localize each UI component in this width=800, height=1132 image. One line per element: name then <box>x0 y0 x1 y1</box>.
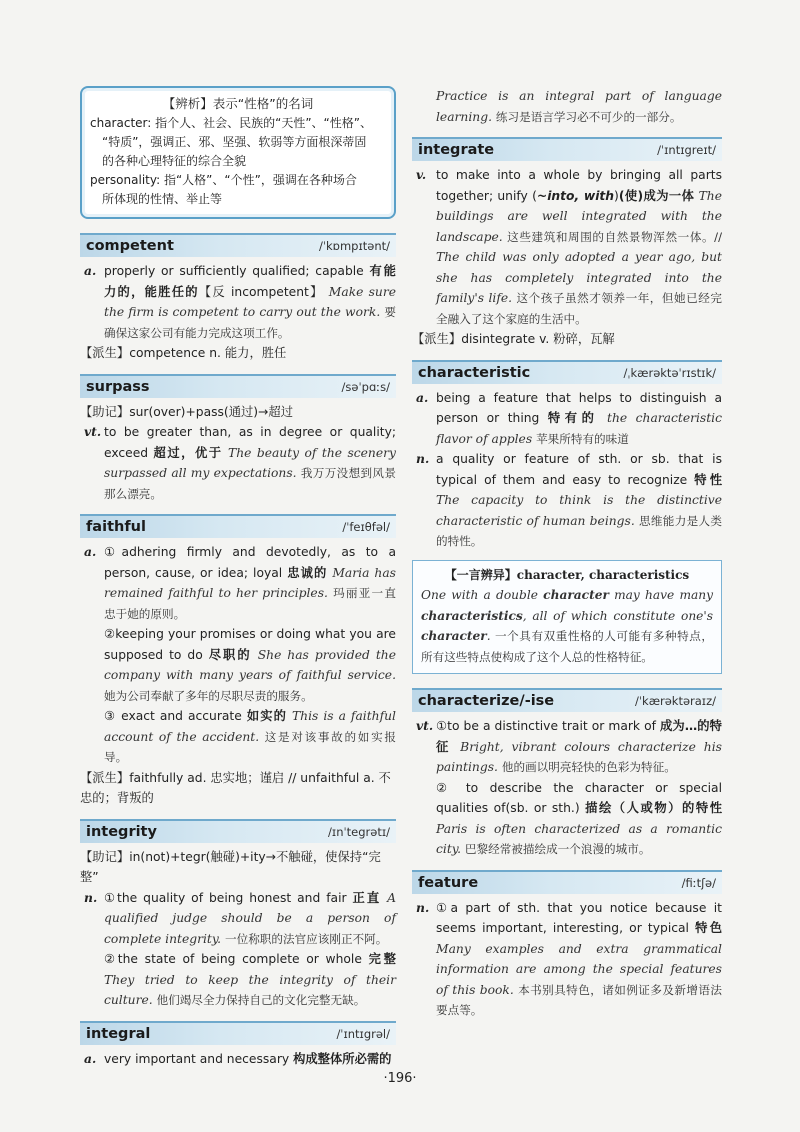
analysis-line: “特质”，强调正、邪、坚强、软弱等方面根深蒂固 <box>102 135 367 149</box>
headword-bar <box>80 1021 396 1045</box>
example-sentence: The beauty of the scenery surpassed all my expectations. <box>104 445 396 480</box>
chinese-definition: 超过，优于 <box>153 445 223 460</box>
comparison-title: 【一言辨异】character, characteristics <box>444 567 690 582</box>
headword: surpass <box>86 378 150 395</box>
headword-bar <box>80 233 396 257</box>
entry-characteristic <box>412 360 722 675</box>
headword: characterize/-ise <box>418 693 555 709</box>
example-sentence: She has provided the company with many years of faithful service. <box>104 647 396 682</box>
example-sentence: The child was only adopted a year ago, but she has completely integrated into the family's life. <box>436 250 722 305</box>
example-sentence: They tried to keep the integrity of their culture. <box>104 972 396 1007</box>
entry-competent <box>80 233 396 364</box>
part-of-speech: v. <box>416 167 427 182</box>
sense <box>412 898 722 1021</box>
analysis-line: personality: 指“人格”、“个性”，强调在各种场合 <box>90 173 357 187</box>
chinese-definition: 特性 <box>694 472 722 487</box>
headword-bar <box>80 374 396 398</box>
example-translation: 这些建筑和周围的自然景物浑然一体。// <box>507 229 722 244</box>
headword: competent <box>86 238 174 254</box>
definition: to be greater than, as in degree or quality; exceed <box>104 425 396 460</box>
part-of-speech: vt. <box>416 718 434 733</box>
right-column <box>412 86 722 1031</box>
part-of-speech: a. <box>416 389 429 405</box>
chinese-definition: 有能力的，能胜任的 <box>104 264 396 299</box>
headword-bar <box>80 819 396 843</box>
part-of-speech: a. <box>84 263 97 278</box>
page-number: ·196· <box>383 1071 417 1086</box>
entry-surpass <box>80 374 396 505</box>
chinese-definition: 完整 <box>368 952 396 966</box>
part-of-speech: a. <box>84 544 97 559</box>
derivative-note: 【派生】competence n. 能力，胜任 <box>80 346 287 360</box>
example-sentence: Maria has remained faithful to her principles. <box>104 565 396 600</box>
definition: very important and necessary <box>104 1051 294 1066</box>
chinese-definition: 构成整体所必需的 <box>293 1051 392 1066</box>
definition: a quality or feature of sth. or sb. that is typical of them and easy to recognize <box>436 452 722 487</box>
pronunciation: /ˈɪntɪgrəl/ <box>336 1026 390 1041</box>
headword: faithful <box>86 519 146 535</box>
entry-integral-continued <box>412 86 722 127</box>
headword-bar <box>412 360 722 384</box>
headword: integrate <box>418 142 495 158</box>
headword-bar <box>80 514 396 538</box>
antonym: 【反 incompetent】 <box>198 284 324 299</box>
sense <box>80 422 396 504</box>
example-sentence: Paris is often characterized as a romantic city. <box>436 821 722 856</box>
example-translation: 玛丽亚一直忠于她的原则。 <box>104 586 396 621</box>
headword: integrity <box>86 823 157 840</box>
example-translation: 他们竭尽全力保持自己的文化完整无缺。 <box>156 993 366 1007</box>
pronunciation: /ˈɪntɪgreɪt/ <box>657 143 716 157</box>
sense: v. to make into a whole by bringing all parts together; unify (~into, with)(使)成为一体 The buildings are well integrated with the landscape. 这些建筑和周围的自然景物浑然一体。// The child was only adopted a year ago, but she has completely integrated into the family's life. 这个孩子虽然才领养一年，但她已经完全融入了这个家庭的生活中。 <box>412 165 722 329</box>
definition: ② to describe the character or special qualities of(sb. or sth.) <box>436 780 722 815</box>
headword: feature <box>418 874 479 891</box>
analysis-line: 所体现的性情、举止等 <box>102 192 223 206</box>
comparison-body: One with a double character may have many characteristics, all of which constitute one's character. 一个具有双重性格的人可能有多种特点，所有这些特点使构成了这个人总的性格特征。 <box>421 588 714 664</box>
pronunciation: /ˈkɒmpɪtənt/ <box>318 239 390 253</box>
example-sentence: A qualified judge should be a person of complete integrity. <box>104 890 396 946</box>
entry-integrate <box>412 137 722 350</box>
chinese-definition: 尽职的 <box>208 647 252 662</box>
analysis-line: character: 指个人、社会、民族的“天性”、“性格”、 <box>90 116 372 130</box>
definition: to make into a whole by bringing all parts together; unify ( <box>436 168 722 203</box>
chinese-definition: 特色 <box>695 921 722 935</box>
example-translation: 这个孩子虽然才领养一年，但她已经完全融入了这个家庭的生活中。 <box>436 291 722 326</box>
entry-integral <box>80 1021 396 1070</box>
headword: characteristic <box>418 364 531 381</box>
example-translation: 我万万没想到风景那么漂亮。 <box>104 466 396 501</box>
definition: ①to be a distinctive trait or mark of <box>436 719 660 733</box>
mnemonic-note: 【助记】sur(over)+pass(通过)→超过 <box>80 404 294 419</box>
example-translation: 巴黎经常被描绘成一个浪漫的城市。 <box>464 842 651 856</box>
headword-bar <box>412 137 722 161</box>
headword: integral <box>86 1025 151 1042</box>
example-translation: 他的画以明亮轻快的色彩为特征。 <box>501 760 676 774</box>
pronunciation: /ˌkærəktəˈrɪstɪk/ <box>623 365 716 380</box>
example-sentence: This is a faithful account of the accident. <box>104 709 396 744</box>
left-column <box>80 86 396 1079</box>
entry-integrity <box>80 819 396 1011</box>
example-translation: 思维能力是人类的特性。 <box>436 513 722 548</box>
pronunciation: /ɪnˈtegrətɪ/ <box>328 824 390 839</box>
derivative-note: 【派生】faithfully ad. 忠实地；谨启 // unfaithful a. 不忠的；背叛的 <box>80 770 391 805</box>
example-sentence: Many examples and extra grammatical information are among the special features of this book. <box>436 941 722 997</box>
example-translation: 她为公司奉献了多年的尽职尽责的服务。 <box>104 688 313 703</box>
example-translation: 练习是语言学习必不可少的一部分。 <box>495 109 682 124</box>
comparison-translation: 一个具有双重性格的人可能有多种特点，所有这些特点使构成了这个人总的性格特征。 <box>421 629 713 664</box>
definition: properly or sufficiently qualified; capable <box>104 264 370 278</box>
part-of-speech: n. <box>84 889 98 905</box>
pronunciation: /səˈpɑːs/ <box>341 379 390 394</box>
chinese-definition: 成为…的特征 <box>436 719 722 754</box>
definition: being a feature that helps to distinguish a person or thing <box>436 390 722 425</box>
analysis-box <box>80 86 396 219</box>
chinese-definition: 正直 <box>352 890 382 905</box>
example-sentence: The buildings are well integrated with the landscape. <box>436 188 722 244</box>
pronunciation: /fiːtʃə/ <box>681 875 716 890</box>
definition: ①the quality of being honest and fair <box>104 890 353 905</box>
chinese-definition: (使)成为一体 <box>618 188 695 203</box>
example-sentence: Make sure the firm is competent to carry out the work. <box>104 284 396 319</box>
part-of-speech: n. <box>416 899 430 915</box>
mnemonic-note: 【助记】in(not)+tegr(触碰)+ity→不触碰，使保持“完整” <box>80 849 381 884</box>
part-of-speech: vt. <box>84 424 102 439</box>
derivative-note: 【派生】disintegrate v. 粉碎，瓦解 <box>412 332 615 346</box>
chinese-definition: 描绘（人或物）的特性 <box>585 801 722 815</box>
sense <box>412 449 722 552</box>
example-sentence: Bright, vibrant colours characterize his paintings. <box>436 739 722 774</box>
example-translation: 本书别具特色，诸如例证多及新增语法要点等。 <box>436 982 722 1017</box>
headword-bar <box>412 688 722 712</box>
sense <box>412 716 722 860</box>
example-translation: 一位称职的法官应该刚正不阿。 <box>225 931 388 946</box>
sense <box>80 888 396 1011</box>
definition: ③ exact and accurate <box>104 709 247 723</box>
definition: ②the state of being complete or whole <box>104 952 369 966</box>
chinese-definition: 忠诚的 <box>287 565 328 580</box>
headword-bar <box>412 870 722 894</box>
example-translation: 这是对该事故的如实报导。 <box>104 729 396 764</box>
collocation: ~into, with <box>536 188 615 203</box>
sense <box>412 388 722 450</box>
example-sentence: The capacity to think is the distinctive characteristic of human beings. <box>436 493 722 528</box>
definition: ①a part of sth. that you notice because it seems important, interesting, or typical <box>436 900 722 935</box>
part-of-speech: n. <box>416 451 430 466</box>
pronunciation: /ˈkærəktəraɪz/ <box>635 694 716 708</box>
sense <box>80 261 396 343</box>
sense <box>412 86 722 127</box>
example-sentence: the characteristic flavor of apples <box>436 411 722 446</box>
chinese-definition: 如实的 <box>246 709 287 723</box>
chinese-definition: 特有的 <box>547 411 599 425</box>
example-translation: 要确保这家公司有能力完成这项工作。 <box>104 305 396 340</box>
analysis-title: 【辨析】表示“性格”的名词 <box>162 96 314 111</box>
entry-faithful <box>80 514 396 809</box>
definition: ②keeping your promises or doing what you are supposed to do <box>104 627 396 662</box>
example-sentence: Practice is an integral part of language learning. <box>436 89 722 124</box>
part-of-speech: a. <box>84 1050 97 1066</box>
definition: ①adhering firmly and devotedly, as to a person, cause, or idea; loyal <box>104 545 396 580</box>
comparison-box <box>412 560 722 675</box>
entry-characterize <box>412 688 722 860</box>
sense <box>80 1049 396 1070</box>
example-translation: 苹果所特有的味道 <box>536 431 629 446</box>
analysis-line: 的各种心理特征的综合全貌 <box>102 154 247 168</box>
entry-feature <box>412 870 722 1021</box>
sense <box>80 542 396 768</box>
pronunciation: /ˈfeɪθfəl/ <box>342 520 390 534</box>
